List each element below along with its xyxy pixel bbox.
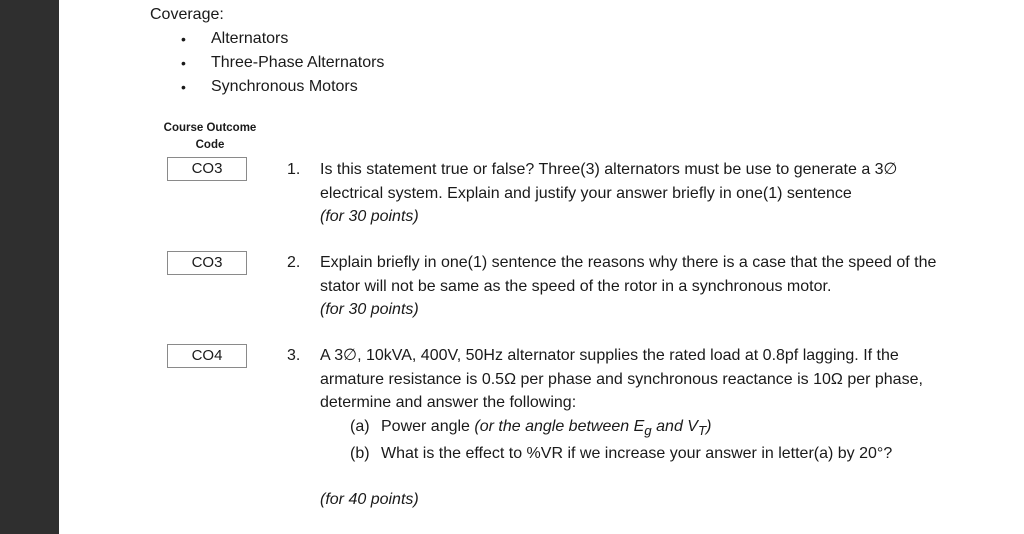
- bullet-icon: •: [181, 79, 186, 95]
- subscript-g: g: [644, 422, 652, 438]
- sub-question-text: What is the effect to %VR if we increase your answer in letter(a) by 20°?: [381, 445, 893, 463]
- bullet-icon: •: [181, 31, 186, 47]
- question-text-line: armature resistance is 0.5Ω per phase and synchronous reactance is 10Ω per phase,: [320, 370, 923, 388]
- question-body: [320, 344, 985, 511]
- sub-question-text: Power angle: [381, 417, 475, 435]
- sub-question-italic: and V: [651, 417, 698, 435]
- coverage-item-label: Synchronous Motors: [211, 78, 358, 95]
- question-text-line: stator will not be same as the speed of the rotor in a synchronous motor.: [320, 277, 832, 295]
- sub-question-label: (b): [350, 445, 370, 463]
- course-outcome-code-box: CO4: [167, 344, 247, 368]
- question-text-line: Explain briefly in one(1) sentence the reasons why there is a case that the speed of the: [320, 254, 937, 271]
- coverage-item-label: Three-Phase Alternators: [211, 54, 385, 71]
- question-points: (for 30 points): [320, 208, 419, 225]
- course-outcome-code-box: CO3: [167, 251, 247, 275]
- course-outcome-header-line1: Course Outcome: [163, 122, 257, 134]
- course-outcome-code-box: CO3: [167, 157, 247, 181]
- course-outcome-header-line2: Code: [195, 139, 225, 151]
- bullet-icon: •: [181, 55, 186, 71]
- question-number: 2.: [287, 254, 301, 271]
- question-text-line: determine and answer the following:: [320, 394, 577, 411]
- question-body: [320, 158, 985, 229]
- coverage-item-label: Alternators: [211, 30, 289, 47]
- sub-question-italic: (or the angle between E: [474, 417, 645, 435]
- sub-question-label: (a): [350, 417, 370, 435]
- coverage-title: Coverage:: [150, 6, 224, 23]
- sub-question-b: [350, 442, 985, 466]
- sub-question-italic: ): [706, 417, 712, 435]
- question-body: [320, 251, 985, 322]
- sub-question-a: [350, 415, 985, 443]
- question-text-line: electrical system. Explain and justify your answer briefly in one(1) sentence: [320, 184, 852, 202]
- course-outcome-header: [160, 120, 260, 154]
- question-points: (for 40 points): [320, 490, 419, 508]
- left-dark-bar: [0, 0, 59, 534]
- question-number: 3.: [287, 347, 301, 364]
- question-text-line: Is this statement true or false? Three(3) alternators must be use to generate a 3∅: [320, 161, 898, 178]
- subscript-t: T: [697, 422, 707, 438]
- question-points: (for 30 points): [320, 301, 419, 318]
- question-text-line: A 3∅, 10kVA, 400V, 50Hz alternator supplies the rated load at 0.8pf lagging. If the: [320, 347, 899, 364]
- question-number: 1.: [287, 161, 301, 178]
